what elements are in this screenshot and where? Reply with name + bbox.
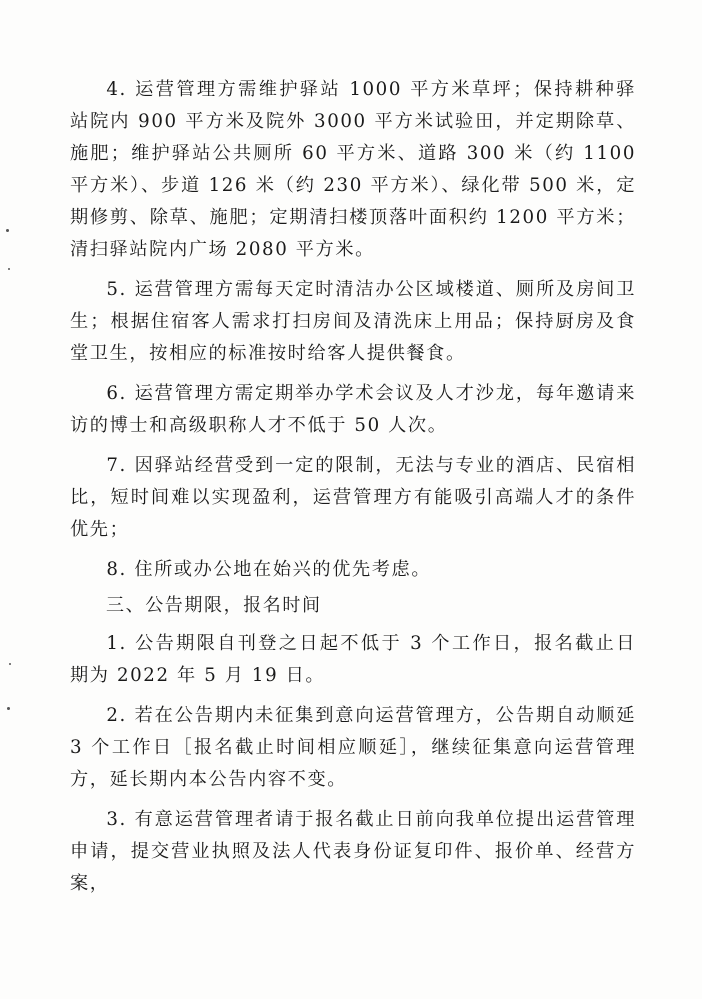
section-heading: 三、公告期限，报名时间	[106, 595, 322, 616]
section-paragraph-2: 2. 若在公告期内未征集到意向运营管理方，公告期自动顺延 3 个工作日［报名截止时间相应顺延］，继续征集意向运营管理方，延长期内本公告内容不变。	[70, 705, 636, 790]
paragraph-item-7: 7. 因驿站经营受到一定的限制，无法与专业的酒店、民宿相比，短时间难以实现盈利，运营管理方有能吸引高端人才的条件优先；	[70, 455, 636, 540]
section-paragraph-1: 1. 公告期限自刊登之日起不低于 3 个工作日，报名截止日期为 2022 年 5 月 19 日。	[70, 633, 636, 686]
paragraph-item-5: 5. 运营管理方需每天定时清洁办公区域楼道、厕所及房间卫生；根据住宿客人需求打扫房间及清洗床上用品；保持厨房及食堂卫生，按相应的标准按时给客人提供餐食。	[70, 279, 636, 364]
scan-speck	[7, 707, 10, 710]
scan-speck	[9, 663, 11, 665]
scan-speck	[8, 268, 10, 270]
section-paragraph-3: 3. 有意运营管理者请于报名截止日前向我单位提出运营管理申请，提交营业执照及法人代表身份证复印件、报价单、经营方案，	[70, 809, 636, 894]
scan-speck	[6, 229, 9, 232]
document-body	[70, 74, 636, 908]
paragraph-item-4: 4. 运营管理方需维护驿站 1000 平方米草坪；保持耕种驿站院内 900 平方米及院外 3000 平方米试验田，并定期除草、施肥；维护驿站公共厕所 60 平方米、道路 300 米（约 1100 平方米）、步道 126 米（约 230 平方米）、绿化带 500 米，定期修剪、除草、施肥；定期清扫楼顶落叶面积约 1200 平方米；清扫驿站院内广场 2080 平方米。	[70, 79, 636, 260]
paragraph-item-8: 8. 住所或办公地在始兴的优先考虑。	[106, 559, 432, 580]
paragraph-item-6: 6. 运营管理方需定期举办学术会议及人才沙龙，每年邀请来访的博士和高级职称人才不低于 50 人次。	[70, 383, 636, 436]
